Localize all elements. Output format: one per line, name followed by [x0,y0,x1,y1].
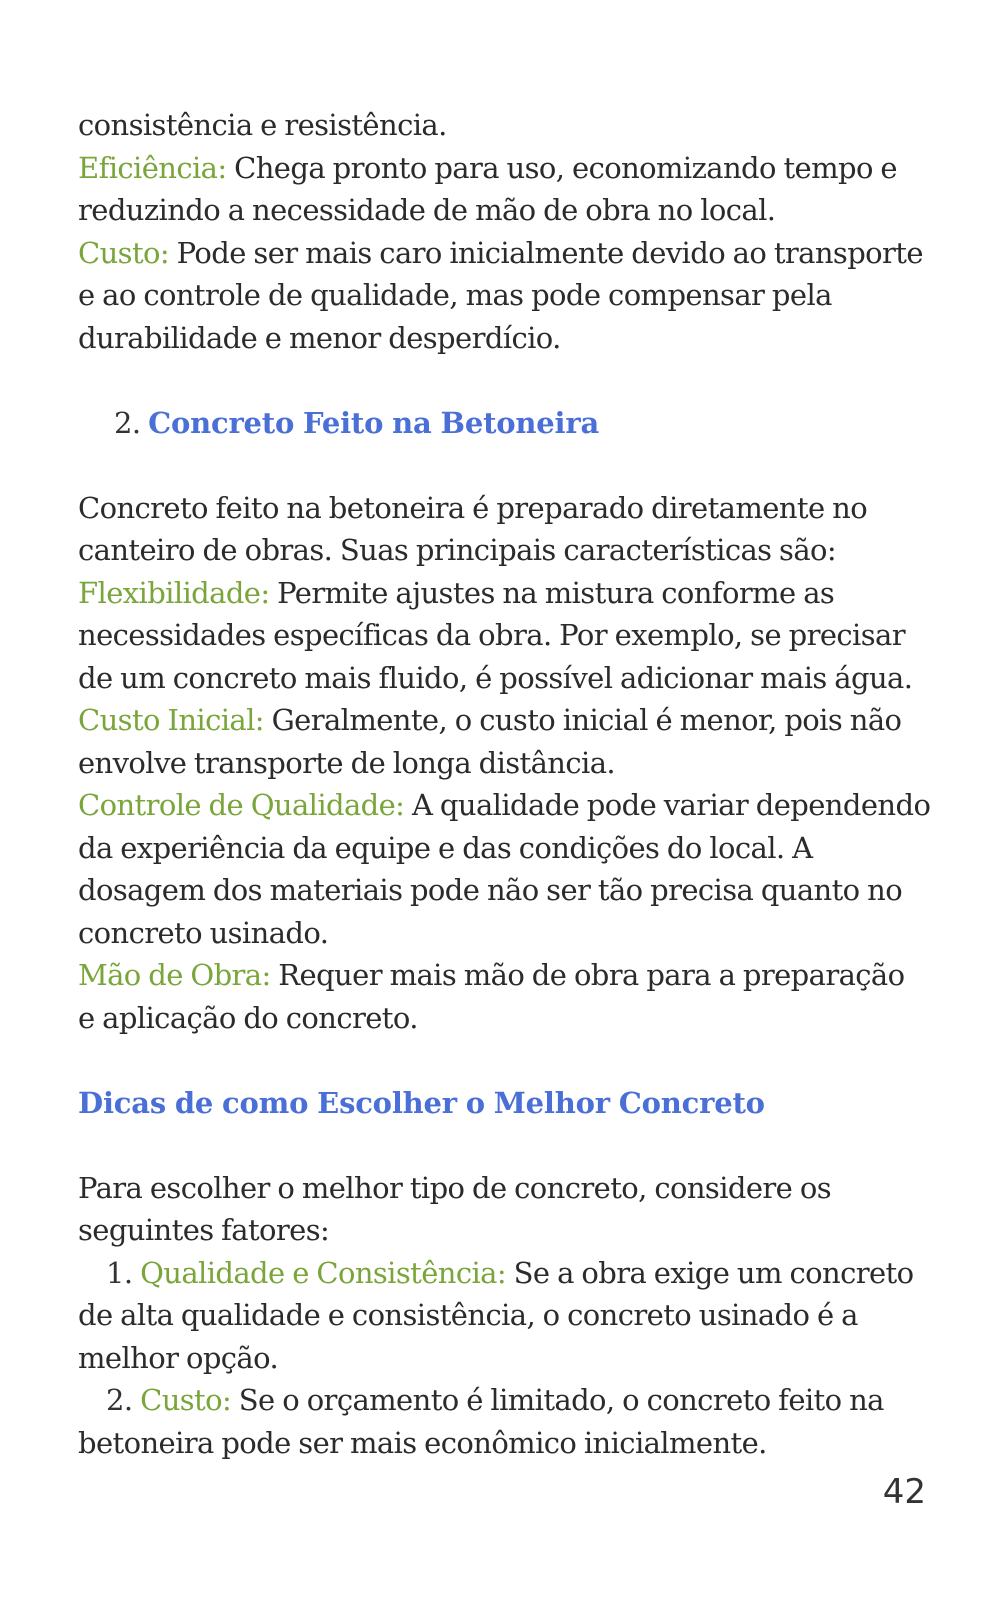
section-heading [78,1082,928,1125]
list-number: 2. [106,1383,133,1417]
paragraph-line: da experiência da equipe e das condições do local. A [78,830,813,865]
page-number: 42 [882,1472,926,1512]
paragraph-line: necessidades específicas da obra. Por exemplo, se precisar [78,618,905,652]
paragraph-line: envolve transporte de longa distância. [78,745,616,780]
paragraph-line: Mão de Obra: Requer mais mão de obra para a preparação [78,958,905,992]
section-number: 2. [114,405,141,440]
paragraph-line: Controle de Qualidade: A qualidade pode variar dependendo [78,788,931,822]
term-label: Custo Inicial: [78,703,264,737]
paragraph-line: betoneira pode ser mais econômico inicialmente. [78,1425,767,1460]
paragraph-line: Custo Inicial: Geralmente, o custo inicial é menor, pois não [78,703,902,737]
paragraph-line: Concreto feito na betoneira é preparado diretamente no [78,490,868,525]
paragraph-line: concreto usinado. [78,915,329,950]
term-label: Custo: [140,1383,232,1417]
list-number: 1. [106,1255,133,1290]
paragraph-line: dosagem dos materiais pode não ser tão precisa quanto no [78,873,903,907]
paragraph-line: Para escolher o melhor tipo de concreto, considere os [78,1170,831,1205]
term-label: Eficiência: [78,150,227,185]
list-item: 1. Qualidade e Consistência: Se a obra exige um concreto [106,1255,914,1290]
term-label: Flexibilidade: [78,575,270,610]
section-title: Concreto Feito na Betoneira [148,405,600,440]
paragraph-line: melhor opção. [78,1340,279,1375]
paragraph-line: canteiro de obras. Suas principais características são: [78,533,837,567]
paragraph-line: consistência e resistência. [78,108,447,142]
term-label: Custo: [78,235,170,270]
paragraph-line: Eficiência: Chega pronto para uso, economizando tempo e [78,150,897,185]
paragraph-line: e aplicação do concreto. [78,1000,418,1035]
paragraph-line: de um concreto mais fluido, é possível adicionar mais água. [78,660,913,695]
term-label: Qualidade e Consistência: [140,1255,507,1290]
paragraph-line: reduzindo a necessidade de mão de obra no local. [78,193,776,227]
term-label: Mão de Obra: [78,958,271,992]
paragraph-line: durabilidade e menor desperdício. [78,320,561,355]
paragraph-line: e ao controle de qualidade, mas pode compensar pela [78,278,832,312]
section-heading [78,402,928,445]
paragraph-line: seguintes fatores: [78,1213,330,1247]
term-label: Controle de Qualidade: [78,788,405,822]
document-page [78,104,931,1464]
list-item: 2. Custo: Se o orçamento é limitado, o concreto feito na [106,1383,884,1417]
section-title: Dicas de como Escolher o Melhor Concreto [78,1085,765,1120]
paragraph-line: Custo: Pode ser mais caro inicialmente devido ao transporte [78,235,923,270]
paragraph-line: de alta qualidade e consistência, o concreto usinado é a [78,1298,858,1332]
paragraph-line: Flexibilidade: Permite ajustes na mistura conforme as [78,575,835,610]
